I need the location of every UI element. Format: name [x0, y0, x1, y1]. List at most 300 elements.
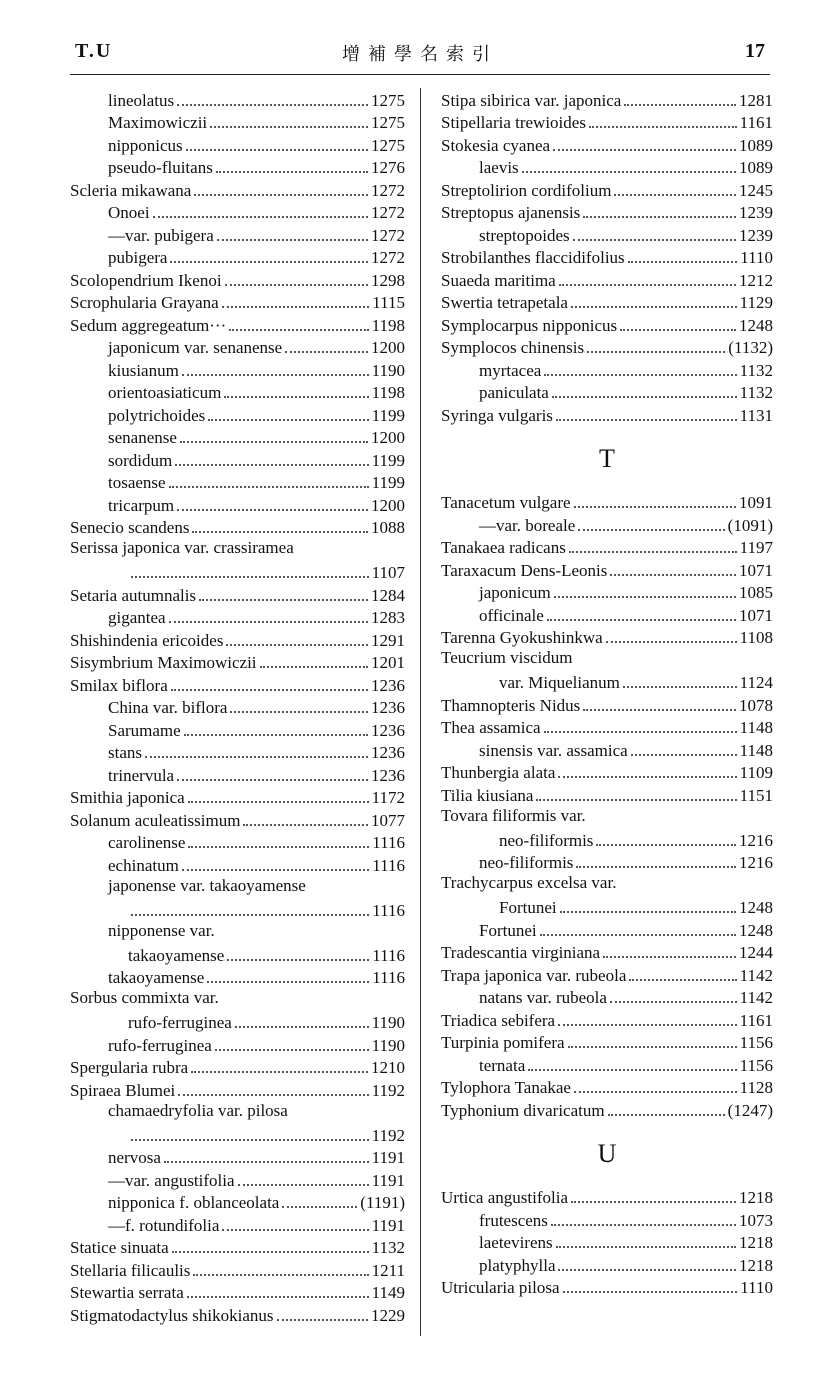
entry-name: Symplocos chinensis [441, 338, 585, 357]
entry-name: Setaria autumnalis [70, 585, 197, 605]
index-entry [70, 156, 405, 179]
entry-page: 1172 [371, 788, 405, 807]
leader-dots [556, 1246, 736, 1248]
leader-dots [182, 374, 369, 376]
leader-dots [224, 396, 368, 398]
leader-dots [178, 1094, 368, 1096]
index-entry [70, 178, 405, 201]
entry-name: takaoyamense [128, 945, 225, 965]
entry-page: 1281 [739, 90, 773, 110]
leader-dots [547, 619, 736, 621]
entry-name: —var. angustifolia [108, 1170, 235, 1190]
entry-name: Onoei [108, 203, 150, 222]
leader-dots [568, 1046, 737, 1048]
index-entry [70, 606, 405, 629]
entry-page: 1236 [371, 720, 405, 740]
entry-page: 1298 [371, 270, 405, 290]
index-entry [70, 696, 405, 719]
leader-dots [536, 799, 736, 801]
index-entry [441, 1253, 773, 1276]
entry-page: 1236 [371, 743, 405, 762]
index-entry [70, 358, 405, 381]
entry-name: Strobilanthes flaccidifolius [441, 248, 625, 267]
entry-name: orientoasiaticum [108, 383, 222, 402]
leader-dots [553, 149, 736, 151]
entry-name: —var. boreale [479, 515, 576, 535]
leader-dots [610, 1001, 737, 1003]
entry-page: 1131 [739, 405, 773, 425]
leader-dots [171, 689, 368, 691]
entry-name: nipponense var. [108, 920, 215, 940]
entry-name: China var. biflora [108, 698, 228, 717]
leader-dots [182, 869, 369, 871]
entry-name: Tilia kiusiana [441, 785, 534, 805]
index-entry [441, 178, 773, 201]
index-entry [441, 851, 773, 874]
leader-dots [603, 956, 736, 958]
entry-page: 1275 [371, 113, 405, 132]
entry-page: 1216 [739, 853, 773, 872]
entry-name: rufo-ferruginea [108, 1035, 212, 1055]
leader-dots [608, 1114, 725, 1116]
entry-page: 1200 [371, 495, 405, 515]
entry-name: ternata [479, 1055, 526, 1075]
index-entry [70, 88, 405, 111]
entry-name: chamaedryfolia var. pilosa [108, 1100, 288, 1120]
entry-name: Taraxacum Dens-Leonis [441, 560, 608, 580]
index-entry [441, 648, 773, 671]
leader-dots [631, 754, 737, 756]
index-entry [70, 426, 405, 449]
header-title: 增補學名索引 [342, 44, 498, 65]
leader-dots [587, 351, 725, 353]
entry-name: var. Miquelianum [499, 673, 620, 692]
leader-dots [222, 306, 370, 308]
entry-page: 1128 [739, 1078, 773, 1097]
entry-name: Tovara filiformis var. [441, 805, 586, 825]
index-entry [441, 1186, 773, 1209]
leader-dots [563, 1291, 738, 1293]
leader-dots [551, 1224, 736, 1226]
entry-page: 1116 [372, 968, 405, 987]
leader-dots [164, 1161, 369, 1163]
index-entry [70, 313, 405, 336]
entry-name: Stipellaria trewioides [441, 113, 586, 132]
entry-name: nipponicus [108, 135, 183, 155]
entry-name: frutescens [479, 1210, 548, 1230]
leader-dots [177, 509, 368, 511]
entry-page: 1110 [740, 248, 773, 267]
index-entry [441, 1098, 773, 1121]
index-entry [70, 853, 405, 876]
index-entry [70, 943, 405, 966]
index-entry [70, 1011, 405, 1034]
index-entry [441, 201, 773, 224]
entry-name: myrtacea [479, 360, 542, 380]
entry-name: Maximowiczii [108, 113, 208, 132]
entry-name: tricarpum [108, 495, 175, 515]
leader-dots [192, 531, 368, 533]
index-entry [70, 1236, 405, 1259]
entry-page: 1078 [739, 695, 773, 715]
index-entry [441, 963, 773, 986]
index-entry [70, 966, 405, 989]
entry-page: 1132 [739, 360, 773, 380]
entry-page: 1216 [739, 830, 773, 850]
entry-name: laevis [479, 158, 519, 177]
entry-name: officinale [479, 605, 544, 625]
entry-page: 1109 [739, 763, 773, 782]
entry-name: Tanacetum vulgare [441, 493, 571, 512]
leader-dots [217, 239, 368, 241]
leader-dots [578, 529, 724, 531]
index-entry [70, 786, 405, 809]
index-entry [441, 986, 773, 1009]
entry-page: 1190 [371, 360, 405, 380]
leader-dots [574, 1091, 737, 1093]
index-entry [441, 716, 773, 739]
entry-page: 1218 [739, 1188, 773, 1207]
leader-dots [576, 866, 736, 868]
index-entry [70, 988, 405, 1011]
index-entry [70, 1123, 405, 1146]
entry-name: sordidum [108, 450, 173, 470]
entry-page: 1142 [739, 965, 773, 985]
leader-dots [606, 641, 737, 643]
leader-dots [277, 1319, 368, 1321]
leader-dots [596, 844, 736, 846]
leader-dots [194, 194, 368, 196]
index-entry [441, 581, 773, 604]
entry-name: japonense var. takaoyamense [108, 875, 306, 895]
entry-page: 1236 [371, 765, 405, 785]
entry-name: Scolopendrium Ikenoi [70, 270, 222, 290]
index-entry [441, 783, 773, 806]
entry-page: 1077 [371, 810, 405, 830]
entry-name: takaoyamense [108, 968, 205, 987]
entry-page: 1239 [739, 225, 773, 245]
entry-page: 1212 [739, 270, 773, 290]
entry-name: Statice sinuata [70, 1238, 169, 1257]
entry-name: nervosa [108, 1148, 161, 1167]
leader-dots [193, 1274, 368, 1276]
entry-page: 1248 [739, 315, 773, 335]
entry-name: Tarenna Gyokushinkwa [441, 628, 603, 647]
leader-dots [227, 959, 369, 961]
entry-page: 1284 [371, 585, 405, 605]
index-entry [70, 898, 405, 921]
index-entry [70, 561, 405, 584]
entry-name: neo-filiformis [479, 853, 574, 872]
index-entry [441, 223, 773, 246]
leader-dots [145, 756, 368, 758]
index-entry [441, 693, 773, 716]
index-entry [70, 1056, 405, 1079]
entry-page: 1248 [739, 920, 773, 940]
entry-page: 1089 [739, 135, 773, 155]
entry-page: 1108 [739, 628, 773, 647]
leader-dots [589, 126, 737, 128]
index-entry [70, 808, 405, 831]
header-rule [70, 74, 770, 75]
entry-name: pseudo-fluitans [108, 158, 213, 177]
entry-page: 1198 [371, 383, 405, 402]
leader-dots [226, 644, 368, 646]
entry-page: 1218 [739, 1255, 773, 1275]
index-entry [441, 626, 773, 649]
entry-page: 1071 [739, 605, 773, 625]
column-divider [420, 88, 421, 1336]
index-entry [70, 921, 405, 944]
leader-dots [131, 1139, 369, 1141]
index-entry [441, 381, 773, 404]
index-entry [441, 1008, 773, 1031]
index-entry [70, 673, 405, 696]
entry-page: 1192 [371, 1080, 405, 1100]
leader-dots [623, 686, 737, 688]
entry-name: —var. pubigera [108, 225, 214, 245]
entry-name: —f. rotundifolia [108, 1215, 220, 1235]
index-entry [70, 1191, 405, 1214]
leader-dots [282, 1206, 357, 1208]
entry-page: 1148 [739, 740, 773, 760]
leader-dots [175, 464, 368, 466]
entry-page: 1073 [739, 1210, 773, 1230]
index-entry [441, 1053, 773, 1076]
leader-dots [559, 284, 736, 286]
leader-dots [522, 171, 736, 173]
leader-dots [620, 329, 736, 331]
entry-page: 1116 [372, 945, 405, 965]
entry-page: 1272 [371, 180, 405, 200]
entry-page: (1191) [360, 1193, 405, 1212]
index-entry [441, 156, 773, 179]
leader-dots [610, 574, 736, 576]
entry-name: Thea assamica [441, 718, 541, 737]
index-entry [441, 603, 773, 626]
index-entry [70, 1033, 405, 1056]
entry-name: Swertia tetrapetala [441, 293, 568, 312]
entry-page: 1191 [371, 1215, 405, 1235]
entry-page: 1156 [739, 1033, 773, 1052]
entry-name: tosaense [108, 473, 166, 492]
index-entry [441, 513, 773, 536]
entry-name: polytrichoides [108, 405, 206, 425]
index-column-right [441, 88, 773, 1298]
entry-page: 1107 [371, 563, 405, 582]
leader-dots [188, 801, 369, 803]
entry-page: 1245 [739, 180, 773, 200]
leader-dots [528, 1069, 736, 1071]
leader-dots [624, 104, 736, 106]
leader-dots [544, 374, 736, 376]
entry-name: Triadica sebifera [441, 1010, 556, 1030]
entry-page: 1071 [739, 560, 773, 580]
index-entry [70, 448, 405, 471]
entry-page: 1088 [371, 518, 405, 537]
leader-dots [243, 824, 368, 826]
leader-dots [187, 1296, 369, 1298]
index-entry [441, 336, 773, 359]
entry-page: 1089 [739, 158, 773, 177]
entry-name: gigantea [108, 608, 166, 627]
entry-name: Teucrium viscidum [441, 648, 573, 667]
entry-page: 1199 [371, 450, 405, 470]
entry-page: 1272 [371, 248, 405, 267]
leader-dots [199, 599, 368, 601]
entry-name: Trachycarpus excelsa var. [441, 873, 617, 892]
index-entry [70, 763, 405, 786]
entry-page: 1210 [371, 1058, 405, 1077]
leader-dots [569, 551, 737, 553]
index-entry [441, 313, 773, 336]
index-entry [70, 741, 405, 764]
index-entry [70, 516, 405, 539]
index-entry [441, 941, 773, 964]
leader-dots [222, 1229, 368, 1231]
entry-page: 1192 [371, 1125, 405, 1145]
leader-dots [210, 126, 368, 128]
index-entry [441, 403, 773, 426]
entry-page: 1236 [371, 675, 405, 695]
leader-dots [230, 711, 368, 713]
entry-name: Symplocarpus nipponicus [441, 315, 618, 335]
entry-page: 1211 [371, 1260, 405, 1280]
entry-page: 1276 [371, 158, 405, 177]
index-entry [441, 246, 773, 269]
leader-dots [184, 734, 368, 736]
index-entry [70, 628, 405, 651]
index-entry [70, 1258, 405, 1281]
leader-dots [235, 1026, 369, 1028]
entry-name: Stigmatodactylus shikokianus [70, 1305, 274, 1325]
index-entry [441, 536, 773, 559]
entry-name: Stellaria filicaulis [70, 1260, 191, 1280]
leader-dots [207, 981, 369, 983]
entry-page: 1236 [371, 698, 405, 717]
entry-name: Stewartia serrata [70, 1283, 184, 1302]
entry-name: Serissa japonica var. crassiramea [70, 538, 294, 557]
entry-page: (1132) [728, 338, 773, 357]
entry-page: 1091 [739, 493, 773, 512]
entry-name: Streptolirion cordifolium [441, 180, 612, 200]
entry-name: platyphylla [479, 1255, 556, 1275]
index-entry [70, 336, 405, 359]
index-entry [70, 268, 405, 291]
entry-name: Sarumame [108, 720, 181, 740]
leader-dots [215, 1049, 369, 1051]
index-entry [70, 1281, 405, 1304]
leader-dots [225, 284, 368, 286]
entry-page: 1239 [739, 203, 773, 222]
entry-name: Smithia japonica [70, 788, 185, 807]
leader-dots [614, 194, 736, 196]
entry-name: nipponica f. oblanceolata [108, 1193, 280, 1212]
entry-page: 1283 [371, 608, 405, 627]
entry-name: Turpinia pomifera [441, 1033, 565, 1052]
section-letter: T [599, 443, 615, 473]
index-entry [441, 738, 773, 761]
entry-name: Suaeda maritima [441, 270, 556, 290]
entry-page: 1124 [739, 673, 773, 692]
index-entry [70, 538, 405, 561]
index-entry [70, 831, 405, 854]
entry-name: echinatum [108, 855, 179, 875]
entry-name: Spergularia rubra [70, 1058, 189, 1077]
index-entry [441, 291, 773, 314]
entry-page: 1200 [371, 338, 405, 357]
leader-dots [544, 731, 737, 733]
entry-page: 1197 [739, 538, 773, 557]
index-entry [70, 291, 405, 314]
page-header [75, 40, 765, 74]
index-entry [441, 111, 773, 134]
entry-name: Syringa vulgaris [441, 405, 553, 425]
index-entry [441, 1231, 773, 1254]
leader-dots [177, 779, 368, 781]
entry-page: 1191 [371, 1148, 405, 1167]
entry-page: (1091) [727, 515, 773, 535]
entry-name: trinervula [108, 765, 175, 785]
index-entry [70, 718, 405, 741]
entry-page: 1115 [372, 293, 405, 312]
entry-page: 1218 [739, 1233, 773, 1252]
entry-name: Solanum aculeatissimum [70, 810, 241, 830]
entry-name: Sedum aggregeatum··· [70, 315, 227, 335]
index-entry [70, 1213, 405, 1236]
index-entry [70, 133, 405, 156]
entry-name: rufo-ferruginea [128, 1013, 232, 1032]
entry-page: 1129 [739, 293, 773, 312]
leader-dots [170, 261, 368, 263]
entry-name: Utricularia pilosa [441, 1278, 560, 1297]
section-letter: U [597, 1138, 617, 1168]
entry-page: 1190 [371, 1013, 405, 1032]
entry-name: Stokesia cyanea [441, 135, 551, 155]
leader-dots [629, 979, 736, 981]
entry-name: Streptopus ajanensis [441, 203, 581, 222]
index-entry [441, 1208, 773, 1231]
entry-name: Smilax biflora [70, 675, 168, 695]
entry-name: stans [108, 743, 142, 762]
leader-dots [628, 261, 738, 263]
index-entry [70, 201, 405, 224]
entry-name: Tradescantia virginiana [441, 943, 601, 962]
leader-dots [188, 846, 369, 848]
leader-dots [153, 216, 368, 218]
leader-dots [540, 934, 736, 936]
leader-dots [216, 171, 368, 173]
leader-dots [260, 666, 368, 668]
entry-name: japonicum var. senanense [108, 338, 283, 357]
leader-dots [208, 419, 368, 421]
entry-name: Tanakaea radicans [441, 538, 566, 557]
index-entry [441, 873, 773, 896]
index-entry [441, 1031, 773, 1054]
leader-dots [558, 1269, 736, 1271]
entry-page: 1244 [739, 943, 773, 962]
entry-name: senanense [108, 428, 177, 447]
leader-dots [574, 506, 736, 508]
leader-dots [554, 596, 736, 598]
entry-page: 1275 [371, 90, 405, 110]
index-entry [441, 1276, 773, 1299]
index-entry [441, 133, 773, 156]
index-entry [70, 493, 405, 516]
entry-page: 1190 [371, 1035, 405, 1055]
entry-page: 1199 [371, 473, 405, 492]
index-entry [70, 403, 405, 426]
